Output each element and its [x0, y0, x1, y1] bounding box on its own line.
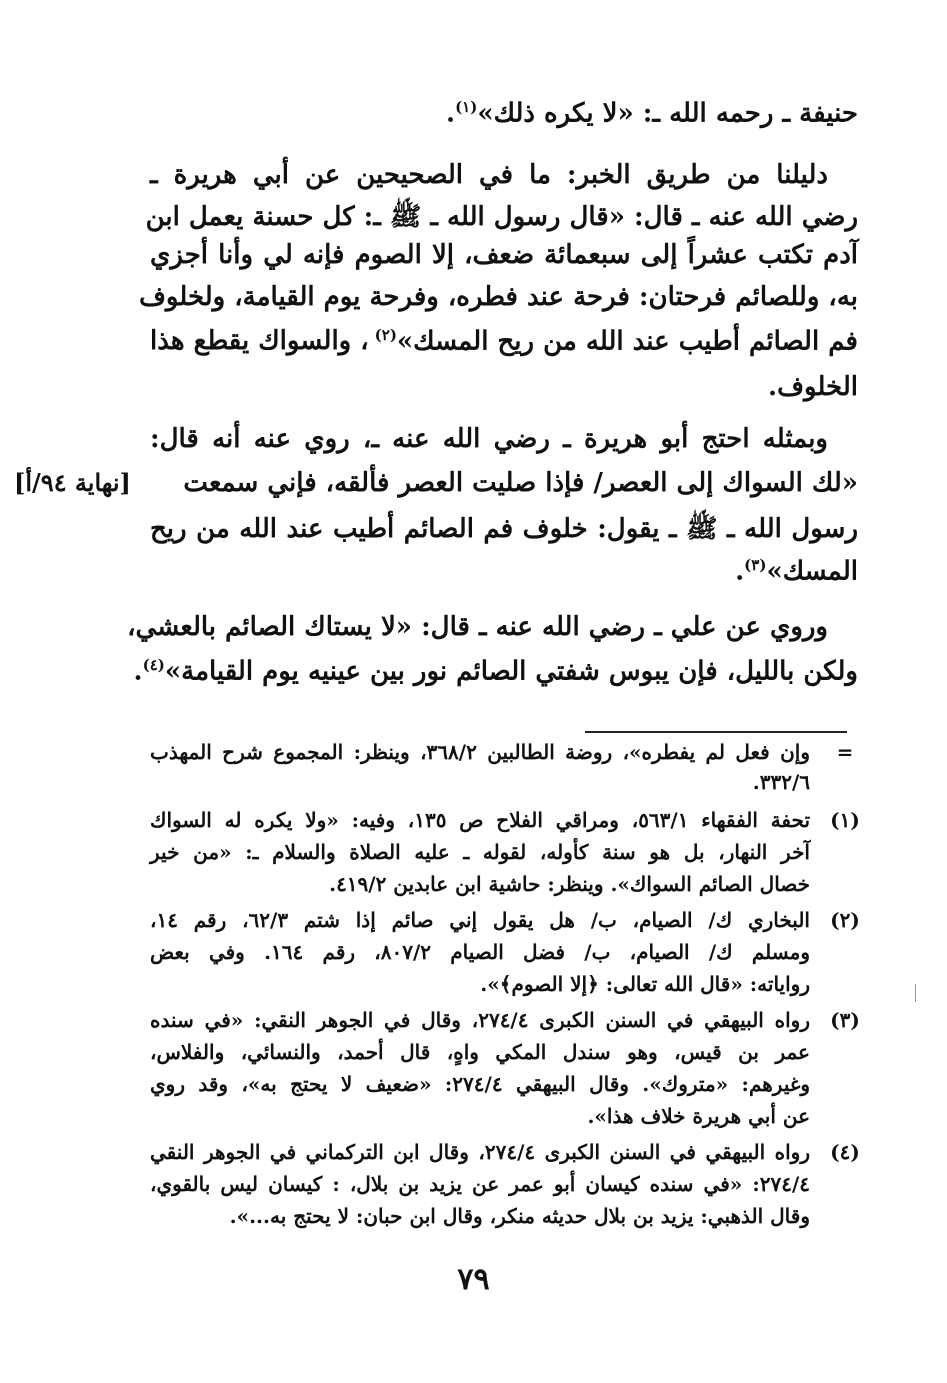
- text-line: آدم تكتب عشراً إلى سبعمائة ضعف، إلا الصوم فإنه لي وأنا أجزي: [150, 240, 858, 270]
- book-page: حنيفة ـ رحمه الله ـ: «لا يكره ذلك»$^{(١)}$. دليلنا من طريق الخبر: ما في الصحيحين عن أبي هريرة ـ رضي الله عنه ـ قال: «قال رسول الله ـ ﷺ ـ: كل حسنة يعمل ابن آدم تكتب عشراً إلى سبعمائة ضعف، إلا الصوم فإنه لي وأنا أجزي به، وللصائم فرحتان: فرحة عند فطره، وفرحة يوم القيامة، ولخلوف فم الصائم أطيب عند الله من ريح المسك»$^{(٢)}$ ، والسواك يقطع هذا الخلوف. وبمثله احتج أبو هريرة ـ رضي الله عنه ـ، روي عنه أنه قال: «لك السواك إلى العصر/ فإذا صليت العصر فألقه، فإني سمعت رسول الله ـ ﷺ ـ يقول: خلوف فم الصائم أطيب عند الله من ريح المسك»$^{(٣)}$. وروي عن علي ـ رضي الله عنه ـ قال: «لا يستاك الصائم بالعشي، ولكن بالليل، فإن يبوس شفتي الصائم نور بين عينيه يوم القيامة»$^{(٤)}$. [نهاية ٩٤/أ] = وإن فعل لم يفطره»، روضة الطالبين ٣٦٨/٢، وينظر: المجموع شرح المهذب ٣٣٢/٦. (١) تحفة الفقهاء ٥٦٣/١، ومراقي الفلاح ص ١٣٥، وفيه: «ولا يكره له السواك آخر النهار، بل هو سنة كأوله، لقوله ـ عليه الصلاة والسلام ـ: «من خير خصال الصائم السواك». وينظر: حاشية ابن عابدين ٤١٩/٢. (٢) البخاري ك/ الصيام، ب/ هل يقول إني صائم إذا شتم ٦٢/٣، رقم ١٤، ومسلم ك/ الصيام، ب/ فضل الصيام ٨٠٧/٢، رقم ١٦٤. وفي بعض رواياته: «قال الله تعالى: ﴿إلا الصوم﴾». (٣) رواه البيهقي في السنن الكبرى ٢٧٤/٤، وقال في الجوهر النقي: «في سنده عمر بن قيس، وهو سندل المكي واهٍ، قال أحمد، والنسائي، والفلاس، وغيرهم: «متروك». وقال البيهقي ٢٧٤/٤: «ضعيف لا يحتج به»، وقد روي عن أبي هريرة خلاف هذا». (٤) رواه البيهقي في السنن الكبرى ٢٧٤/٤، وقال ابن التركماني في الجوهر النقي ٢٧٤/٤: «في سنده كيسان أبو عمر عن يزيد بن بلال، : كيسان ليس بالقوي، وقال الذهبي: يزيد بن بلال حديثه منكر، وقال ابن حبان: لا يحتج به...». ٧٩: [0, 0, 947, 1383]
- text-line: المسك»$^{(٣)}$.: [735, 556, 858, 587]
- footnote-ref[interactable]: (٤): [142, 656, 165, 674]
- footnote-ref[interactable]: (١): [455, 98, 478, 116]
- text-line: به، وللصائم فرحتان: فرحة عند فطره، وفرحة يوم القيامة، ولخلوف: [138, 282, 858, 312]
- text-line: الخلوف.: [768, 372, 858, 402]
- text-line: رضي الله عنه ـ قال: «قال رسول الله ـ ﷺ ـ: كل حسنة يعمل ابن: [145, 202, 858, 232]
- text-line: حنيفة ـ رحمه الله ـ: «لا يكره ذلك»$^{(١)}$.: [446, 98, 858, 129]
- text-line: فم الصائم أطيب عند الله من ريح المسك»$^{(٢)}$ ، والسواك يقطع هذا: [150, 326, 858, 357]
- text-line: وبمثله احتج أبو هريرة ـ رضي الله عنه ـ، روي عنه أنه قال:: [150, 424, 828, 454]
- text-line: وروي عن علي ـ رضي الله عنه ـ قال: «لا يستاك الصائم بالعشي،: [127, 612, 828, 642]
- footnote-ref[interactable]: (٢): [374, 326, 397, 344]
- text-line: رسول الله ـ ﷺ ـ يقول: خلوف فم الصائم أطيب عند الله من ريح: [150, 514, 858, 544]
- text-line: ولكن بالليل، فإن يبوس شفتي الصائم نور بين عينيه يوم القيامة»$^{(٤)}$.: [133, 656, 858, 687]
- footnote-ref[interactable]: (٣): [744, 556, 767, 574]
- text-line: دليلنا من طريق الخبر: ما في الصحيحين عن أبي هريرة ـ: [150, 160, 828, 190]
- text-line: «لك السواك إلى العصر/ فإذا صليت العصر فألقه، فإني سمعت: [183, 468, 858, 498]
- margin-note: [نهاية ٩٤/أ]: [14, 468, 131, 497]
- page-number: ٧٩: [457, 1262, 490, 1297]
- scan-mark: [915, 984, 916, 1002]
- footnote-separator: [585, 731, 847, 733]
